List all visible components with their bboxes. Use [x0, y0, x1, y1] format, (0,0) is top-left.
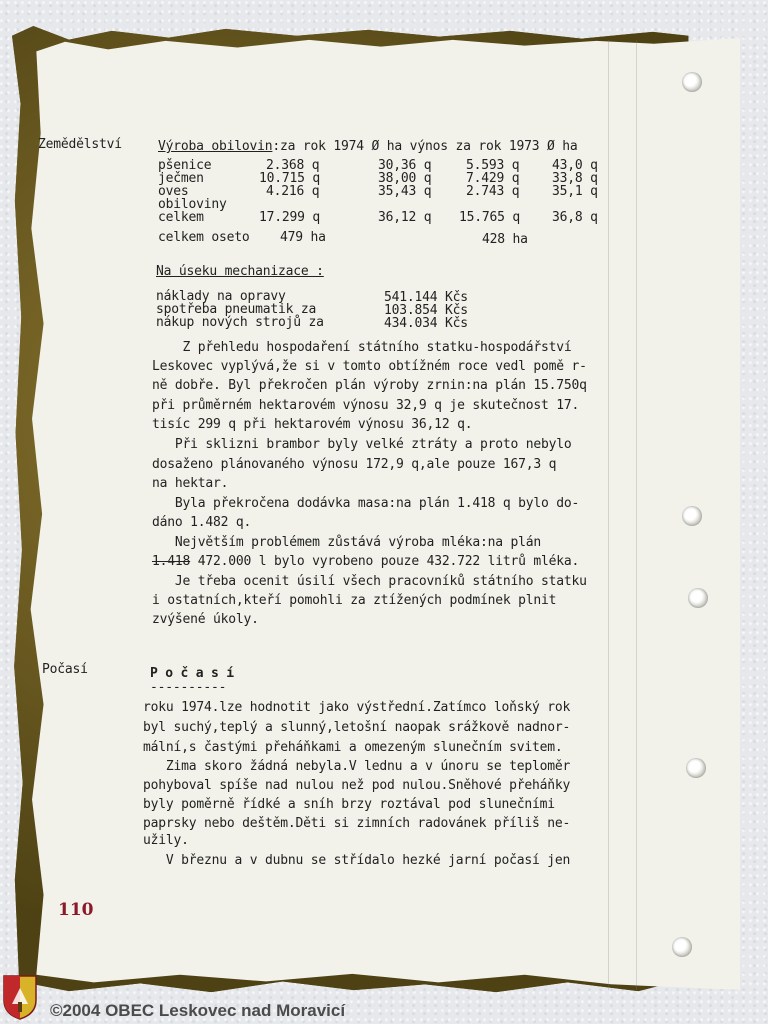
summary-line: při průměrném hektarovém výnosu 32,9 q je skutečnost 17. [152, 398, 580, 413]
weather-heading-underline: ---------- [150, 680, 227, 695]
grain-cell: 30,36 q [378, 158, 432, 173]
mechanization-value: 541.144 Kčs [384, 290, 468, 305]
grain-cell: 33,8 q [552, 171, 598, 186]
page-number: 110 [58, 900, 94, 920]
grain-total-cell: 15.765 q [459, 210, 521, 225]
summary-line: na hektar. [152, 476, 229, 491]
weather-line: byl suchý,teplý a slunný,letošní naopak srážkově nadnor- [143, 720, 571, 735]
punch-hole [686, 758, 706, 778]
sown-label: celkem oseto [158, 230, 250, 245]
sown-1974: 479 ha [280, 230, 326, 245]
weather-line: mální,s častými přeháňkami a omezeným slunečním svitem. [143, 740, 563, 755]
milk-line [152, 554, 579, 569]
summary-line: zvýšené úkoly. [152, 612, 259, 627]
grain-row-name: oves [158, 184, 189, 199]
footer [0, 998, 768, 1024]
weather-line: pohyboval spíše nad nulou než pod nulou.Sněhové přeháňky [143, 778, 571, 793]
grain-title-rest: :za rok 1974 Ø ha výnos za rok 1973 Ø ha [272, 139, 578, 154]
grain-cell: 2.368 q [266, 158, 320, 173]
mechanization-value: 103.854 Kčs [384, 303, 468, 318]
mechanization-value: 434.034 Kčs [384, 316, 468, 331]
summary-line: ně dobře. Byl překročen plán výroby zrnin:na plán 15.750q [152, 378, 587, 393]
grain-total-label: celkem [158, 210, 204, 225]
weather-line: užily. [143, 833, 189, 848]
mechanization-label: náklady na opravy [156, 289, 286, 304]
summary-line: dáno 1.482 q. [152, 515, 252, 530]
grain-title: Výroba obilovin [158, 139, 273, 154]
grain-cell: 35,43 q [378, 184, 432, 199]
margin-note-agriculture: Zemědělství [38, 137, 122, 152]
grain-cell: 4.216 q [266, 184, 320, 199]
grain-total-cell: 36,12 q [378, 210, 432, 225]
summary-line: i ostatních,kteří pomohli za ztížených podmínek plnit [152, 593, 557, 608]
weather-line: paprsky nebo deštěm.Děti si zimních radovánek příliš ne- [143, 816, 571, 831]
grain-cell: 43,0 q [552, 158, 598, 173]
weather-line: V březnu a v dubnu se střídalo hezké jarní počasí jen [143, 853, 571, 868]
struck-text: 1.418 [152, 554, 191, 569]
grain-cell: 10.715 q [259, 171, 321, 186]
weather-heading: P o č a s í [150, 666, 234, 681]
grain-total-cell: 36,8 q [552, 210, 598, 225]
weather-line: Zima skoro žádná nebyla.V lednu a v únoru se teploměr [143, 759, 571, 774]
grain-row-name: pšenice [158, 158, 212, 173]
summary-line: Je třeba ocenit úsilí všech pracovníků státního statku [152, 574, 587, 589]
summary-line: Z přehledu hospodaření státního statku-hospodářství [152, 340, 572, 355]
sheet-fold-line [636, 40, 637, 990]
weather-line: roku 1974.lze hodnotit jako výstřední.Zatímco loňský rok [143, 700, 571, 715]
sheet-fold-line [608, 40, 609, 990]
mechanization-heading: Na úseku mechanizace : [156, 264, 324, 279]
grain-heading [158, 139, 577, 154]
grain-cell: 2.743 q [466, 184, 520, 199]
weather-line: byly poměrně řídké a sníh brzy roztával pod slunečními [143, 797, 555, 812]
margin-note-weather: Počasí [42, 662, 88, 677]
grain-cell: 5.593 q [466, 158, 520, 173]
summary-line: Leskovec vyplývá,že si v tomto obtížném roce vedl pomě r- [152, 359, 587, 374]
grain-cell: 38,00 q [378, 171, 432, 186]
coat-of-arms-icon [2, 974, 38, 1020]
summary-line: dosaženo plánovaného výnosu 172,9 q,ale pouze 167,3 q [152, 457, 557, 472]
grain-total-label: obiloviny [158, 197, 227, 212]
sown-1973: 428 ha [482, 232, 528, 247]
punch-hole [688, 588, 708, 608]
grain-total-cell: 17.299 q [259, 210, 321, 225]
grain-row-name: ječmen [158, 171, 204, 186]
summary-line: Při sklizni brambor byly velké ztráty a proto nebylo [152, 437, 572, 452]
mechanization-label: spotřeba pneumatik za [156, 302, 317, 317]
grain-cell: 7.429 q [466, 171, 520, 186]
copyright-text: ©2004 OBEC Leskovec nad Moravicí [50, 1001, 346, 1020]
summary-line: Byla překročena dodávka masa:na plán 1.418 q bylo do- [152, 496, 580, 511]
summary-line: tisíc 299 q při hektarovém výnosu 36,12 q. [152, 417, 473, 432]
mechanization-label: nákup nových strojů za [156, 315, 324, 330]
punch-hole [672, 937, 692, 957]
summary-line: Největším problémem zůstává výroba mléka:na plán [152, 535, 541, 550]
punch-hole [682, 506, 702, 526]
milk-text: 472.000 l bylo vyrobeno pouze 432.722 litrů mléka. [190, 554, 580, 569]
grain-cell: 35,1 q [552, 184, 598, 199]
punch-hole [682, 72, 702, 92]
